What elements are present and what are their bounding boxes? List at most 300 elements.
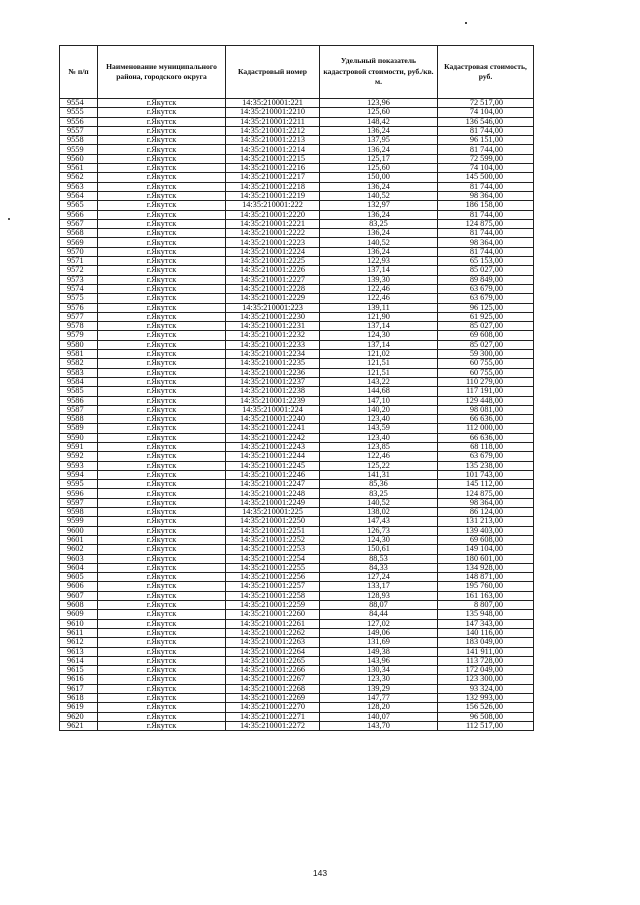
cadastral-number-cell: 14:35:210001:2263 xyxy=(226,638,320,647)
district-cell: г.Якутск xyxy=(98,266,226,275)
specific-value-cell: 122,46 xyxy=(320,452,438,461)
cadastral-number-cell: 14:35:210001:2246 xyxy=(226,470,320,479)
cadastral-value-cell: 148 871,00 xyxy=(438,573,534,582)
cadastral-value-cell: 89 849,00 xyxy=(438,275,534,284)
cadastral-value-cell: 139 403,00 xyxy=(438,526,534,535)
row-number-cell: 9594 xyxy=(60,470,98,479)
district-cell: г.Якутск xyxy=(98,489,226,498)
district-cell: г.Якутск xyxy=(98,526,226,535)
cadastral-value-cell: 74 104,00 xyxy=(438,108,534,117)
cadastral-value-cell: 180 601,00 xyxy=(438,554,534,563)
page-number: 143 xyxy=(312,868,328,878)
cadastral-value-table xyxy=(59,45,534,731)
cadastral-number-cell: 14:35:210001:223 xyxy=(226,303,320,312)
table-row xyxy=(60,554,534,563)
specific-value-cell: 137,14 xyxy=(320,322,438,331)
cadastral-number-cell: 14:35:210001:2211 xyxy=(226,117,320,126)
cadastral-number-cell: 14:35:210001:2216 xyxy=(226,164,320,173)
specific-value-cell: 130,34 xyxy=(320,666,438,675)
row-number-cell: 9600 xyxy=(60,526,98,535)
table-row xyxy=(60,126,534,135)
row-number-cell: 9568 xyxy=(60,229,98,238)
district-cell: г.Якутск xyxy=(98,377,226,386)
table-row xyxy=(60,433,534,442)
table-row xyxy=(60,480,534,489)
district-cell: г.Якутск xyxy=(98,545,226,554)
table-row xyxy=(60,182,534,191)
cadastral-value-cell: 85 027,00 xyxy=(438,322,534,331)
cadastral-number-cell: 14:35:210001:2242 xyxy=(226,433,320,442)
cadastral-value-cell: 141 911,00 xyxy=(438,647,534,656)
row-number-cell: 9618 xyxy=(60,694,98,703)
district-cell: г.Якутск xyxy=(98,628,226,637)
district-cell: г.Якутск xyxy=(98,312,226,321)
row-number-cell: 9604 xyxy=(60,563,98,572)
cadastral-value-cell: 147 343,00 xyxy=(438,619,534,628)
specific-value-cell: 122,46 xyxy=(320,294,438,303)
row-number-cell: 9556 xyxy=(60,117,98,126)
district-cell: г.Якутск xyxy=(98,517,226,526)
district-cell: г.Якутск xyxy=(98,331,226,340)
row-number-cell: 9581 xyxy=(60,350,98,359)
specific-value-cell: 136,24 xyxy=(320,229,438,238)
row-number-cell: 9562 xyxy=(60,173,98,182)
table-row xyxy=(60,424,534,433)
table-row xyxy=(60,656,534,665)
cadastral-value-cell: 131 213,00 xyxy=(438,517,534,526)
table-row xyxy=(60,247,534,256)
district-cell: г.Якутск xyxy=(98,284,226,293)
district-cell: г.Якутск xyxy=(98,591,226,600)
specific-value-cell: 140,07 xyxy=(320,712,438,721)
row-number-cell: 9564 xyxy=(60,191,98,200)
table-row xyxy=(60,498,534,507)
district-cell: г.Якутск xyxy=(98,117,226,126)
specific-value-cell: 140,52 xyxy=(320,498,438,507)
row-number-cell: 9578 xyxy=(60,322,98,331)
cadastral-number-cell: 14:35:210001:2229 xyxy=(226,294,320,303)
row-number-cell: 9579 xyxy=(60,331,98,340)
table-row xyxy=(60,117,534,126)
table-row xyxy=(60,684,534,693)
specific-value-cell: 136,24 xyxy=(320,210,438,219)
cadastral-number-cell: 14:35:210001:2270 xyxy=(226,703,320,712)
table-row xyxy=(60,322,534,331)
specific-value-cell: 121,02 xyxy=(320,350,438,359)
specific-value-cell: 143,96 xyxy=(320,656,438,665)
district-cell: г.Якутск xyxy=(98,666,226,675)
header-row-number: № п/п xyxy=(60,46,98,99)
table-row xyxy=(60,619,534,628)
table-row xyxy=(60,108,534,117)
cadastral-number-cell: 14:35:210001:2230 xyxy=(226,312,320,321)
cadastral-value-cell: 134 928,00 xyxy=(438,563,534,572)
table-row xyxy=(60,229,534,238)
specific-value-cell: 124,30 xyxy=(320,535,438,544)
district-cell: г.Якутск xyxy=(98,461,226,470)
district-cell: г.Якутск xyxy=(98,601,226,610)
table-row xyxy=(60,173,534,182)
specific-value-cell: 136,24 xyxy=(320,182,438,191)
table-row xyxy=(60,415,534,424)
specific-value-cell: 147,43 xyxy=(320,517,438,526)
cadastral-value-cell: 124 875,00 xyxy=(438,489,534,498)
cadastral-number-cell: 14:35:210001:222 xyxy=(226,201,320,210)
table-row xyxy=(60,396,534,405)
district-cell: г.Якутск xyxy=(98,638,226,647)
cadastral-number-cell: 14:35:210001:225 xyxy=(226,508,320,517)
table-row xyxy=(60,238,534,247)
cadastral-value-cell: 98 364,00 xyxy=(438,498,534,507)
row-number-cell: 9575 xyxy=(60,294,98,303)
cadastral-value-cell: 81 744,00 xyxy=(438,247,534,256)
district-cell: г.Якутск xyxy=(98,219,226,228)
specific-value-cell: 126,73 xyxy=(320,526,438,535)
district-cell: г.Якутск xyxy=(98,396,226,405)
table-body xyxy=(60,99,534,731)
cadastral-number-cell: 14:35:210001:2212 xyxy=(226,126,320,135)
district-cell: г.Якутск xyxy=(98,164,226,173)
specific-value-cell: 143,70 xyxy=(320,721,438,730)
district-cell: г.Якутск xyxy=(98,424,226,433)
row-number-cell: 9561 xyxy=(60,164,98,173)
row-number-cell: 9612 xyxy=(60,638,98,647)
cadastral-value-cell: 110 279,00 xyxy=(438,377,534,386)
row-number-cell: 9566 xyxy=(60,210,98,219)
district-cell: г.Якутск xyxy=(98,694,226,703)
cadastral-number-cell: 14:35:210001:2255 xyxy=(226,563,320,572)
specific-value-cell: 128,20 xyxy=(320,703,438,712)
specific-value-cell: 150,61 xyxy=(320,545,438,554)
row-number-cell: 9590 xyxy=(60,433,98,442)
cadastral-number-cell: 14:35:210001:2234 xyxy=(226,350,320,359)
cadastral-value-cell: 63 679,00 xyxy=(438,294,534,303)
cadastral-value-cell: 135 238,00 xyxy=(438,461,534,470)
cadastral-number-cell: 14:35:210001:2259 xyxy=(226,601,320,610)
specific-value-cell: 125,22 xyxy=(320,461,438,470)
district-cell: г.Якутск xyxy=(98,182,226,191)
district-cell: г.Якутск xyxy=(98,340,226,349)
cadastral-value-cell: 86 124,00 xyxy=(438,508,534,517)
cadastral-number-cell: 14:35:210001:2262 xyxy=(226,628,320,637)
cadastral-value-cell: 59 300,00 xyxy=(438,350,534,359)
specific-value-cell: 138,02 xyxy=(320,508,438,517)
cadastral-number-cell: 14:35:210001:2252 xyxy=(226,535,320,544)
row-number-cell: 9585 xyxy=(60,387,98,396)
row-number-cell: 9593 xyxy=(60,461,98,470)
header-cadastral-value: Кадастровая стоимость, руб. xyxy=(438,46,534,99)
cadastral-value-sheet xyxy=(59,45,534,731)
district-cell: г.Якутск xyxy=(98,721,226,730)
header-district: Наименование муниципального района, городского округа xyxy=(98,46,226,99)
district-cell: г.Якутск xyxy=(98,610,226,619)
cadastral-value-cell: 172 049,00 xyxy=(438,666,534,675)
table-row xyxy=(60,461,534,470)
cadastral-number-cell: 14:35:210001:2268 xyxy=(226,684,320,693)
specific-value-cell: 140,52 xyxy=(320,238,438,247)
cadastral-number-cell: 14:35:210001:2215 xyxy=(226,154,320,163)
cadastral-value-cell: 117 191,00 xyxy=(438,387,534,396)
row-number-cell: 9610 xyxy=(60,619,98,628)
cadastral-value-cell: 101 743,00 xyxy=(438,470,534,479)
table-row xyxy=(60,136,534,145)
cadastral-value-cell: 72 517,00 xyxy=(438,99,534,108)
cadastral-number-cell: 14:35:210001:2226 xyxy=(226,266,320,275)
cadastral-value-cell: 98 364,00 xyxy=(438,191,534,200)
row-number-cell: 9577 xyxy=(60,312,98,321)
row-number-cell: 9583 xyxy=(60,368,98,377)
cadastral-number-cell: 14:35:210001:2241 xyxy=(226,424,320,433)
cadastral-number-cell: 14:35:210001:2254 xyxy=(226,554,320,563)
cadastral-value-cell: 81 744,00 xyxy=(438,229,534,238)
district-cell: г.Якутск xyxy=(98,535,226,544)
specific-value-cell: 123,30 xyxy=(320,675,438,684)
table-row xyxy=(60,275,534,284)
cadastral-number-cell: 14:35:210001:224 xyxy=(226,405,320,414)
cadastral-number-cell: 14:35:210001:2210 xyxy=(226,108,320,117)
row-number-cell: 9620 xyxy=(60,712,98,721)
row-number-cell: 9613 xyxy=(60,647,98,656)
cadastral-value-cell: 129 448,00 xyxy=(438,396,534,405)
row-number-cell: 9621 xyxy=(60,721,98,730)
row-number-cell: 9616 xyxy=(60,675,98,684)
row-number-cell: 9584 xyxy=(60,377,98,386)
district-cell: г.Якутск xyxy=(98,154,226,163)
cadastral-value-cell: 85 027,00 xyxy=(438,266,534,275)
cadastral-value-cell: 135 948,00 xyxy=(438,610,534,619)
district-cell: г.Якутск xyxy=(98,675,226,684)
cadastral-value-cell: 132 993,00 xyxy=(438,694,534,703)
cadastral-number-cell: 14:35:210001:2231 xyxy=(226,322,320,331)
table-row xyxy=(60,377,534,386)
table-row xyxy=(60,591,534,600)
specific-value-cell: 85,36 xyxy=(320,480,438,489)
cadastral-value-cell: 81 744,00 xyxy=(438,145,534,154)
table-row xyxy=(60,191,534,200)
row-number-cell: 9567 xyxy=(60,219,98,228)
district-cell: г.Якутск xyxy=(98,656,226,665)
cadastral-value-cell: 136 546,00 xyxy=(438,117,534,126)
table-row xyxy=(60,666,534,675)
cadastral-number-cell: 14:35:210001:2265 xyxy=(226,656,320,665)
row-number-cell: 9592 xyxy=(60,452,98,461)
row-number-cell: 9580 xyxy=(60,340,98,349)
cadastral-number-cell: 14:35:210001:2253 xyxy=(226,545,320,554)
district-cell: г.Якутск xyxy=(98,433,226,442)
specific-value-cell: 121,90 xyxy=(320,312,438,321)
specific-value-cell: 137,14 xyxy=(320,266,438,275)
row-number-cell: 9570 xyxy=(60,247,98,256)
cadastral-value-cell: 140 116,00 xyxy=(438,628,534,637)
table-row xyxy=(60,610,534,619)
district-cell: г.Якутск xyxy=(98,554,226,563)
cadastral-value-cell: 93 324,00 xyxy=(438,684,534,693)
row-number-cell: 9558 xyxy=(60,136,98,145)
specific-value-cell: 140,20 xyxy=(320,405,438,414)
cadastral-number-cell: 14:35:210001:2245 xyxy=(226,461,320,470)
cadastral-number-cell: 14:35:210001:2261 xyxy=(226,619,320,628)
specific-value-cell: 123,85 xyxy=(320,442,438,451)
district-cell: г.Якутск xyxy=(98,619,226,628)
table-row xyxy=(60,489,534,498)
cadastral-value-cell: 63 679,00 xyxy=(438,452,534,461)
row-number-cell: 9557 xyxy=(60,126,98,135)
row-number-cell: 9614 xyxy=(60,656,98,665)
specific-value-cell: 137,14 xyxy=(320,340,438,349)
cadastral-number-cell: 14:35:210001:2220 xyxy=(226,210,320,219)
cadastral-value-cell: 60 755,00 xyxy=(438,359,534,368)
cadastral-number-cell: 14:35:210001:2223 xyxy=(226,238,320,247)
table-row xyxy=(60,517,534,526)
cadastral-number-cell: 14:35:210001:2271 xyxy=(226,712,320,721)
cadastral-number-cell: 14:35:210001:2267 xyxy=(226,675,320,684)
specific-value-cell: 143,22 xyxy=(320,377,438,386)
cadastral-number-cell: 14:35:210001:2264 xyxy=(226,647,320,656)
cadastral-value-cell: 85 027,00 xyxy=(438,340,534,349)
district-cell: г.Якутск xyxy=(98,582,226,591)
cadastral-value-cell: 145 500,00 xyxy=(438,173,534,182)
cadastral-number-cell: 14:35:210001:2221 xyxy=(226,219,320,228)
district-cell: г.Якутск xyxy=(98,322,226,331)
table-row xyxy=(60,508,534,517)
cadastral-number-cell: 14:35:210001:2225 xyxy=(226,257,320,266)
row-number-cell: 9615 xyxy=(60,666,98,675)
district-cell: г.Якутск xyxy=(98,173,226,182)
district-cell: г.Якутск xyxy=(98,415,226,424)
row-number-cell: 9554 xyxy=(60,99,98,108)
table-row xyxy=(60,703,534,712)
specific-value-cell: 88,07 xyxy=(320,601,438,610)
cadastral-number-cell: 14:35:210001:2214 xyxy=(226,145,320,154)
specific-value-cell: 137,95 xyxy=(320,136,438,145)
cadastral-number-cell: 14:35:210001:2260 xyxy=(226,610,320,619)
table-row xyxy=(60,312,534,321)
cadastral-value-cell: 74 104,00 xyxy=(438,164,534,173)
cadastral-number-cell: 14:35:210001:2248 xyxy=(226,489,320,498)
row-number-cell: 9574 xyxy=(60,284,98,293)
specific-value-cell: 136,24 xyxy=(320,126,438,135)
cadastral-value-cell: 81 744,00 xyxy=(438,126,534,135)
district-cell: г.Якутск xyxy=(98,136,226,145)
specific-value-cell: 136,24 xyxy=(320,145,438,154)
district-cell: г.Якутск xyxy=(98,201,226,210)
cadastral-value-cell: 96 151,00 xyxy=(438,136,534,145)
table-row xyxy=(60,526,534,535)
cadastral-value-cell: 72 599,00 xyxy=(438,154,534,163)
row-number-cell: 9605 xyxy=(60,573,98,582)
cadastral-number-cell: 14:35:210001:2235 xyxy=(226,359,320,368)
table-row xyxy=(60,294,534,303)
cadastral-value-cell: 186 158,00 xyxy=(438,201,534,210)
row-number-cell: 9569 xyxy=(60,238,98,247)
district-cell: г.Якутск xyxy=(98,247,226,256)
district-cell: г.Якутск xyxy=(98,257,226,266)
table-row xyxy=(60,257,534,266)
specific-value-cell: 133,17 xyxy=(320,582,438,591)
table-row xyxy=(60,350,534,359)
table-row xyxy=(60,201,534,210)
cadastral-number-cell: 14:35:210001:2219 xyxy=(226,191,320,200)
row-number-cell: 9597 xyxy=(60,498,98,507)
table-row xyxy=(60,582,534,591)
table-row xyxy=(60,164,534,173)
specific-value-cell: 122,93 xyxy=(320,257,438,266)
specific-value-cell: 121,51 xyxy=(320,359,438,368)
district-cell: г.Якутск xyxy=(98,498,226,507)
cadastral-number-cell: 14:35:210001:2228 xyxy=(226,284,320,293)
cadastral-value-cell: 96 508,00 xyxy=(438,712,534,721)
cadastral-number-cell: 14:35:210001:2256 xyxy=(226,573,320,582)
cadastral-number-cell: 14:35:210001:2233 xyxy=(226,340,320,349)
row-number-cell: 9607 xyxy=(60,591,98,600)
cadastral-number-cell: 14:35:210001:2269 xyxy=(226,694,320,703)
row-number-cell: 9563 xyxy=(60,182,98,191)
specific-value-cell: 139,29 xyxy=(320,684,438,693)
specific-value-cell: 122,46 xyxy=(320,284,438,293)
cadastral-value-cell: 161 163,00 xyxy=(438,591,534,600)
district-cell: г.Якутск xyxy=(98,368,226,377)
district-cell: г.Якутск xyxy=(98,126,226,135)
table-row xyxy=(60,721,534,730)
table-row xyxy=(60,303,534,312)
cadastral-value-cell: 112 517,00 xyxy=(438,721,534,730)
specific-value-cell: 149,38 xyxy=(320,647,438,656)
district-cell: г.Якутск xyxy=(98,684,226,693)
district-cell: г.Якутск xyxy=(98,508,226,517)
cadastral-number-cell: 14:35:210001:2244 xyxy=(226,452,320,461)
cadastral-value-cell: 98 364,00 xyxy=(438,238,534,247)
cadastral-number-cell: 14:35:210001:2224 xyxy=(226,247,320,256)
row-number-cell: 9571 xyxy=(60,257,98,266)
table-row xyxy=(60,563,534,572)
row-number-cell: 9611 xyxy=(60,628,98,637)
cadastral-value-cell: 195 760,00 xyxy=(438,582,534,591)
specific-value-cell: 83,25 xyxy=(320,489,438,498)
specific-value-cell: 123,40 xyxy=(320,433,438,442)
specific-value-cell: 148,42 xyxy=(320,117,438,126)
table-row xyxy=(60,266,534,275)
row-number-cell: 9565 xyxy=(60,201,98,210)
cadastral-number-cell: 14:35:210001:2257 xyxy=(226,582,320,591)
district-cell: г.Якутск xyxy=(98,470,226,479)
cadastral-value-cell: 65 153,00 xyxy=(438,257,534,266)
specific-value-cell: 140,52 xyxy=(320,191,438,200)
cadastral-number-cell: 14:35:210001:2258 xyxy=(226,591,320,600)
cadastral-number-cell: 14:35:210001:2250 xyxy=(226,517,320,526)
district-cell: г.Якутск xyxy=(98,703,226,712)
cadastral-number-cell: 14:35:210001:2232 xyxy=(226,331,320,340)
row-number-cell: 9560 xyxy=(60,154,98,163)
table-row xyxy=(60,647,534,656)
table-row xyxy=(60,368,534,377)
table-row xyxy=(60,405,534,414)
district-cell: г.Якутск xyxy=(98,210,226,219)
header-specific-value: Удельный показатель кадастровой стоимости, руб./кв. м. xyxy=(320,46,438,99)
specific-value-cell: 139,30 xyxy=(320,275,438,284)
row-number-cell: 9617 xyxy=(60,684,98,693)
table-row xyxy=(60,99,534,108)
table-row xyxy=(60,145,534,154)
specific-value-cell: 127,02 xyxy=(320,619,438,628)
cadastral-value-cell: 149 104,00 xyxy=(438,545,534,554)
row-number-cell: 9589 xyxy=(60,424,98,433)
cadastral-number-cell: 14:35:210001:2249 xyxy=(226,498,320,507)
cadastral-value-cell: 98 081,00 xyxy=(438,405,534,414)
district-cell: г.Якутск xyxy=(98,145,226,154)
row-number-cell: 9573 xyxy=(60,275,98,284)
cadastral-number-cell: 14:35:210001:2240 xyxy=(226,415,320,424)
row-number-cell: 9598 xyxy=(60,508,98,517)
